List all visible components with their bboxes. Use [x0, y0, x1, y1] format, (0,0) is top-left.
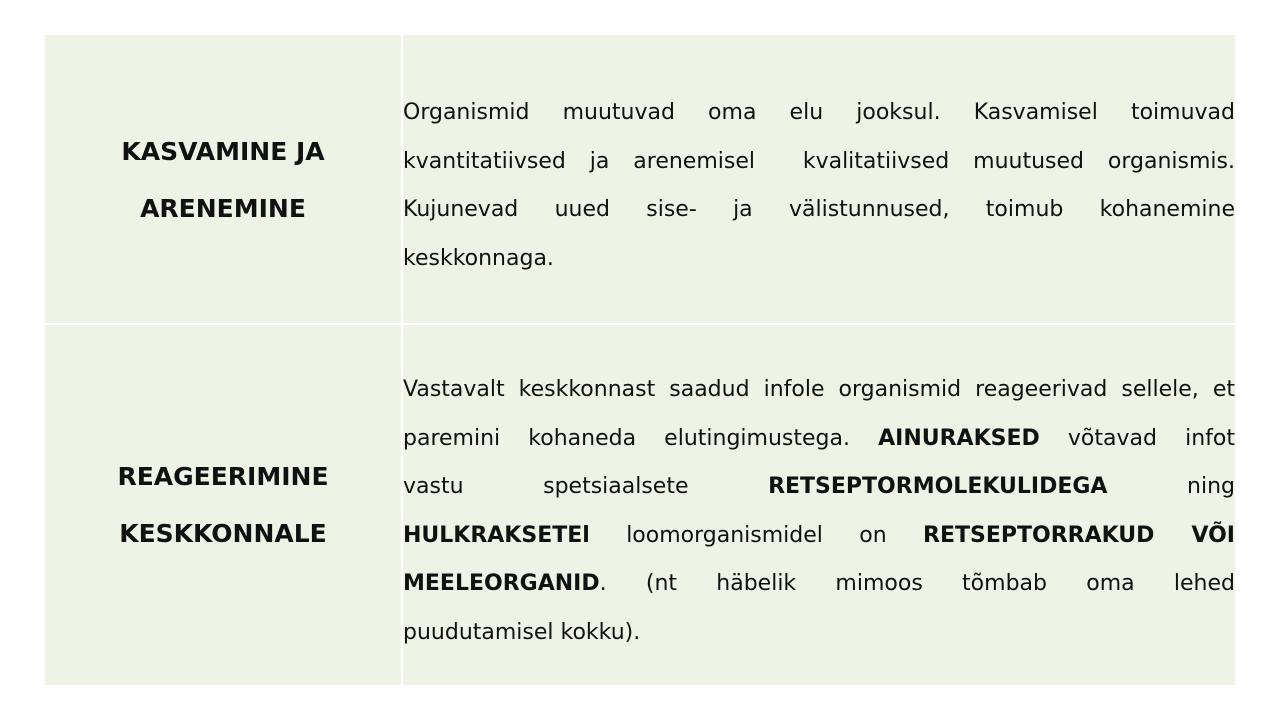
highlighted-term: MEELEORGANID: [403, 571, 600, 596]
description-line: [403, 463, 1235, 512]
content-table: [45, 35, 1235, 685]
table-row: [45, 324, 1235, 685]
description-line: [403, 415, 1235, 464]
description-line: Kujunevad uued sise- ja välistunnused, toimub kohanemine: [403, 197, 1235, 222]
term-cell: [45, 35, 401, 324]
description-text: vastu spetsiaalsete: [403, 474, 769, 499]
description-line: keskkonnaga.: [403, 245, 554, 271]
description-text: loomorganismidel on: [589, 522, 924, 548]
description-text: ning: [1107, 474, 1235, 499]
description-line: [403, 512, 1235, 561]
term-cell: [45, 324, 401, 685]
term-text: ARENEMINE: [140, 193, 306, 223]
description-line: Organismid muutuvad oma elu jooksul. Kasvamisel toimuvad: [403, 100, 1235, 125]
table-row: [45, 35, 1235, 324]
description-cell: [403, 89, 1235, 283]
description-line: kvantitatiivsed ja arenemisel kvalitatiivsed muutused organismis.: [403, 148, 1235, 174]
description-line: [403, 560, 1235, 609]
highlighted-term: AINURAKSED: [878, 425, 1040, 451]
highlighted-term: RETSEPTORMOLEKULIDEGA: [768, 474, 1108, 499]
term-text: REAGEERIMINE: [117, 461, 329, 491]
highlighted-term: RETSEPTORRAKUD VÕI: [923, 522, 1235, 548]
description-text: paremini kohaneda elutingimustega.: [403, 425, 879, 451]
description-cell: [403, 366, 1235, 657]
description-line: puudutamisel kokku).: [403, 619, 641, 645]
column-divider: [401, 35, 403, 685]
term-text: KASVAMINE JA: [121, 136, 325, 166]
description-line: Vastavalt keskkonnast saadud infole organismid reageerivad sellele, et: [403, 377, 1235, 402]
highlighted-term: HULKRAKSETEl: [403, 522, 590, 548]
description-text: võtavad infot: [1039, 425, 1235, 451]
description-text: . (nt häbelik mimoos tõmbab oma lehed: [599, 571, 1235, 596]
term-text: KESKKONNALE: [119, 518, 327, 548]
